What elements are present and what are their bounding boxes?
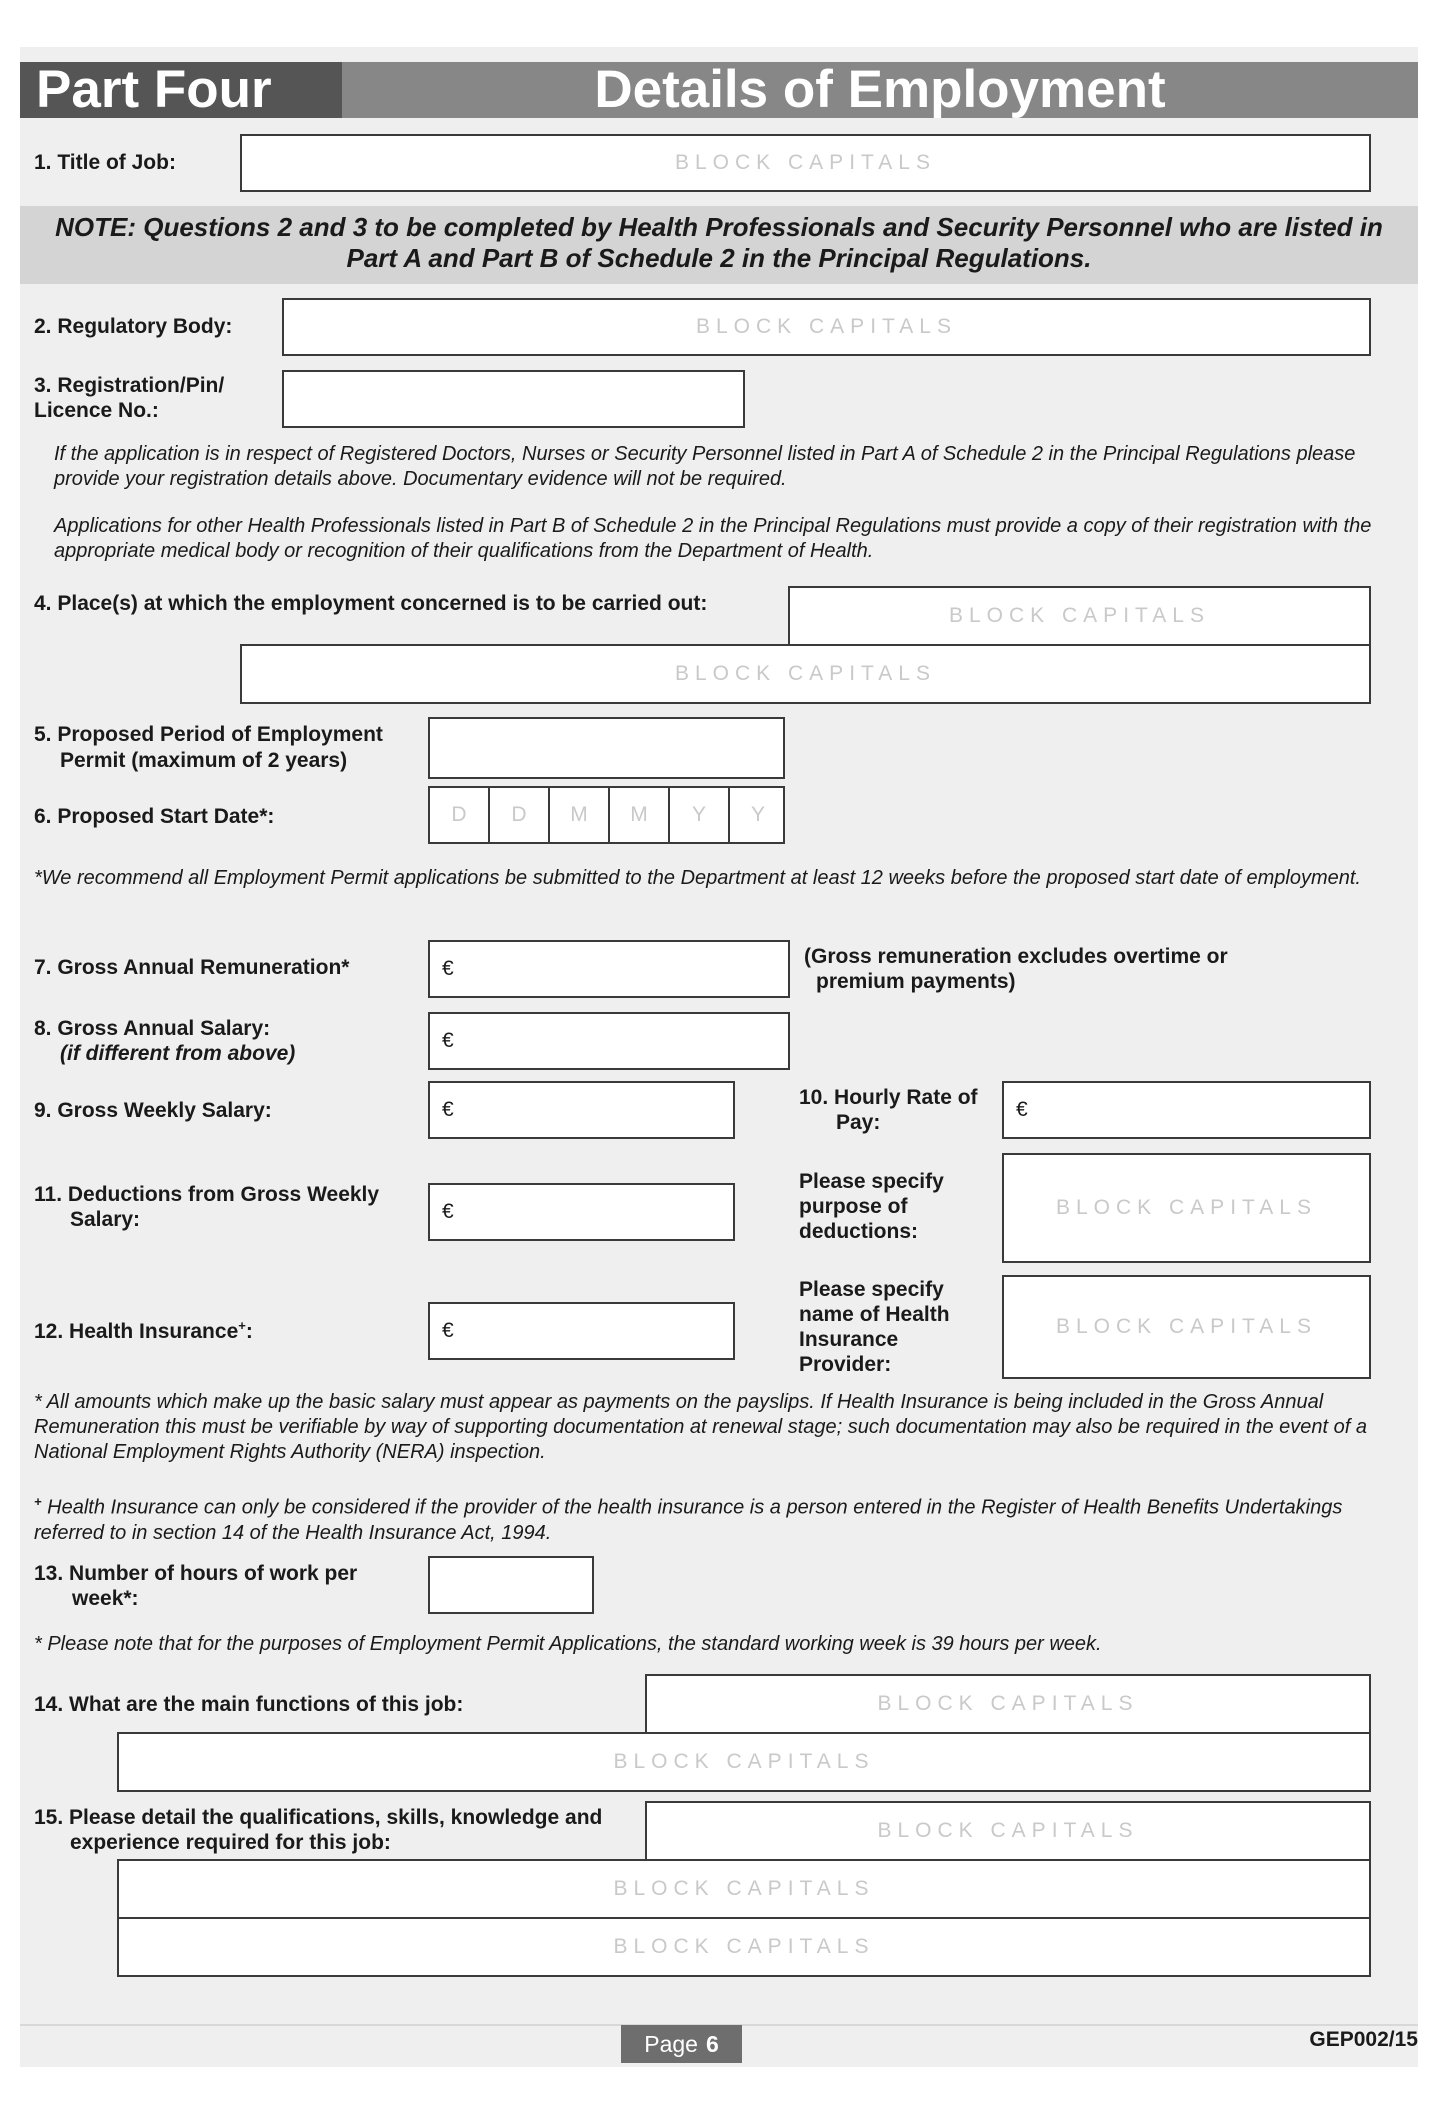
q8-sublabel: (if different from above) (60, 1042, 296, 1065)
qualifications-input-3[interactable]: BLOCK CAPITALS (117, 1917, 1371, 1977)
q13-label-line2: week*: (72, 1587, 139, 1610)
q14-label: 14. What are the main functions of this job: (34, 1693, 464, 1716)
qualifications-input-2[interactable]: BLOCK CAPITALS (117, 1859, 1371, 1919)
other-professionals-info: Applications for other Health Professionals listed in Part B of Schedule 2 in the Principal Regulations must provide a copy of their registration with the appropriate medical body or recognition of their qualifications from the Department of Health. (54, 515, 1372, 562)
q2-label: 2. Regulatory Body: (34, 315, 233, 338)
section-title: Details of Employment (342, 62, 1418, 118)
job-functions-input-1[interactable]: BLOCK CAPITALS (645, 1674, 1371, 1734)
page-number-tab (621, 2025, 742, 2063)
q11-label-line1: 11. Deductions from Gross Weekly (34, 1183, 380, 1206)
date-day-cell-1[interactable]: D (430, 788, 490, 842)
salary-footnote: * All amounts which make up the basic salary must appear as payments on the payslips. If Health Insurance is being included in the Gross Annual Remuneration this must be verifiable by way of supporting documentation at renewal stage; such documentation may also be required in the event of a National Employment Rights Authority (NERA) inspection. (34, 1391, 1367, 1463)
date-year-cell-2[interactable]: Y (750, 803, 765, 826)
employment-place-input-2[interactable]: BLOCK CAPITALS (240, 644, 1371, 704)
note-text: NOTE: Questions 2 and 3 to be completed by Health Professionals and Security Personnel who are listed in Part A and Part B of Schedule 2 in the Principal Regulations. (55, 212, 1383, 273)
regulatory-body-input[interactable]: BLOCK CAPITALS (282, 298, 1371, 356)
start-date-input[interactable] (428, 786, 785, 844)
gross-annual-remuneration-input[interactable]: € (428, 940, 790, 998)
gross-weekly-salary-input[interactable]: € (428, 1081, 735, 1139)
q9-label: 9. Gross Weekly Salary: (34, 1099, 272, 1122)
hours-per-week-input[interactable] (428, 1556, 594, 1614)
q11-label-line2: Salary: (70, 1208, 141, 1231)
q5-label-line2: Permit (maximum of 2 years) (60, 749, 348, 772)
q15-label-line2: experience required for this job: (70, 1831, 391, 1854)
date-month-cell-1[interactable]: M (550, 788, 610, 842)
form-reference: GEP002/15 (1309, 2028, 1418, 2051)
part-label: Part Four (20, 62, 342, 118)
registration-number-input[interactable] (282, 370, 745, 428)
q6-label: 6. Proposed Start Date*: (34, 805, 275, 828)
health-insurance-provider-input[interactable]: BLOCK CAPITALS (1002, 1275, 1371, 1379)
q5-label-line1: 5. Proposed Period of Employment (34, 723, 383, 746)
date-month-cell-2[interactable]: M (610, 788, 670, 842)
job-functions-input-2[interactable]: BLOCK CAPITALS (117, 1732, 1371, 1792)
health-insurance-provider-label: Please specify name of Health Insurance Provider: (799, 1278, 950, 1376)
q7-note-line1: (Gross remuneration excludes overtime or (804, 945, 1228, 968)
registration-info: If the application is in respect of Registered Doctors, Nurses or Security Personnel listed in Part A of Schedule 2 in the Principal Regulations please provide your registration details above. Documentary evidence will not be required. (54, 443, 1356, 490)
q10-label-line1: 10. Hourly Rate of (799, 1086, 978, 1109)
health-insurance-input[interactable]: € (428, 1302, 735, 1360)
deductions-input[interactable]: € (428, 1183, 735, 1241)
q4-label: 4. Place(s) at which the employment concerned is to be carried out: (34, 592, 708, 615)
health-insurance-footnote: + Health Insurance can only be considered if the provider of the health insurance is a person entered in the Register of Health Benefits Undertakings referred to in section 14 of the Health Insurance Act, 1994. (34, 1494, 1343, 1544)
q3-label: 3. Registration/Pin/ Licence No.: (34, 374, 225, 422)
q12-label: 12. Health Insurance+: (34, 1318, 253, 1343)
deductions-purpose-input[interactable]: BLOCK CAPITALS (1002, 1153, 1371, 1263)
q7-label: 7. Gross Annual Remuneration* (34, 956, 350, 979)
job-title-input[interactable]: BLOCK CAPITALS (240, 134, 1371, 192)
q7-note-line2: premium payments) (816, 970, 1016, 993)
q15-label-line1: 15. Please detail the qualifications, skills, knowledge and (34, 1806, 603, 1829)
q1-label: 1. Title of Job: (34, 151, 176, 174)
gross-annual-salary-input[interactable]: € (428, 1012, 790, 1070)
employment-place-input-1[interactable]: BLOCK CAPITALS (788, 586, 1371, 646)
employment-period-input[interactable] (428, 717, 785, 779)
standard-week-note: * Please note that for the purposes of Employment Permit Applications, the standard working week is 39 hours per week. (34, 1633, 1102, 1655)
date-day-cell-2[interactable]: D (490, 788, 550, 842)
submission-recommendation: *We recommend all Employment Permit applications be submitted to the Department at least 12 weeks before the proposed start date of employment. (34, 867, 1361, 889)
qualifications-input-1[interactable]: BLOCK CAPITALS (645, 1801, 1371, 1861)
q8-label: 8. Gross Annual Salary: (34, 1017, 271, 1040)
q10-label-line2: Pay: (836, 1111, 881, 1134)
deductions-purpose-label: Please specify purpose of deductions: (799, 1170, 944, 1243)
page-word: Page (644, 2030, 698, 2057)
q13-label-line1: 13. Number of hours of work per (34, 1562, 358, 1585)
date-year-cell-1[interactable]: Y (670, 788, 730, 842)
page-number: 6 (705, 2030, 719, 2057)
hourly-rate-input[interactable]: € (1002, 1081, 1371, 1139)
